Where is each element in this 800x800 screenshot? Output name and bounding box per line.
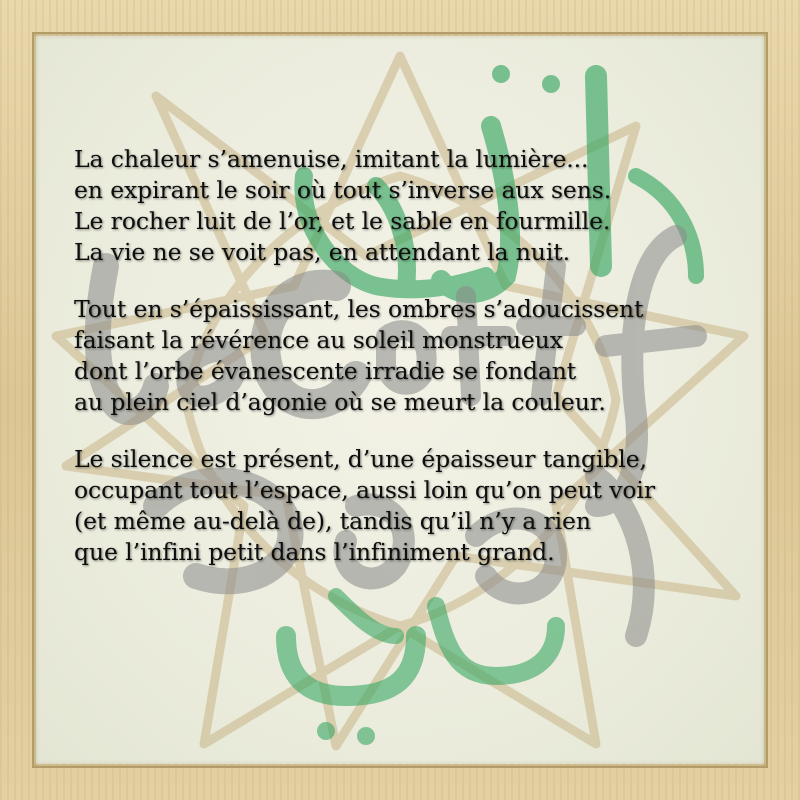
poem-line: (et même au-delà de), tandis qu’il n’y a rien xyxy=(74,507,591,535)
poem-line: Tout en s’épaississant, les ombres s’adoucissent xyxy=(74,295,644,323)
stanza-3 xyxy=(74,444,734,568)
poem-line: Le silence est présent, d’une épaisseur tangible, xyxy=(74,445,647,473)
stanza-1 xyxy=(74,144,734,268)
poem-line: Le rocher luit de l’or, et le sable en fourmille. xyxy=(74,207,611,235)
poem-text xyxy=(74,144,734,594)
poem-line: en expirant le soir où tout s’inverse aux sens. xyxy=(74,176,612,204)
poem-line: La vie ne se voit pas, en attendant la nuit. xyxy=(74,238,570,266)
stanza-2 xyxy=(74,294,734,418)
poem-line: La chaleur s’amenuise, imitant la lumière... xyxy=(74,145,589,173)
poem-canvas xyxy=(36,36,764,764)
poem-line: dont l’orbe évanescente irradie se fondant xyxy=(74,357,577,385)
poem-line: que l’infini petit dans l’infiniment grand. xyxy=(74,538,555,566)
poem-line: occupant tout l’espace, aussi loin qu’on peut voir xyxy=(74,476,655,504)
poem-line: au plein ciel d’agonie où se meurt la couleur. xyxy=(74,388,606,416)
poem-line: faisant la révérence au soleil monstrueux xyxy=(74,326,563,354)
